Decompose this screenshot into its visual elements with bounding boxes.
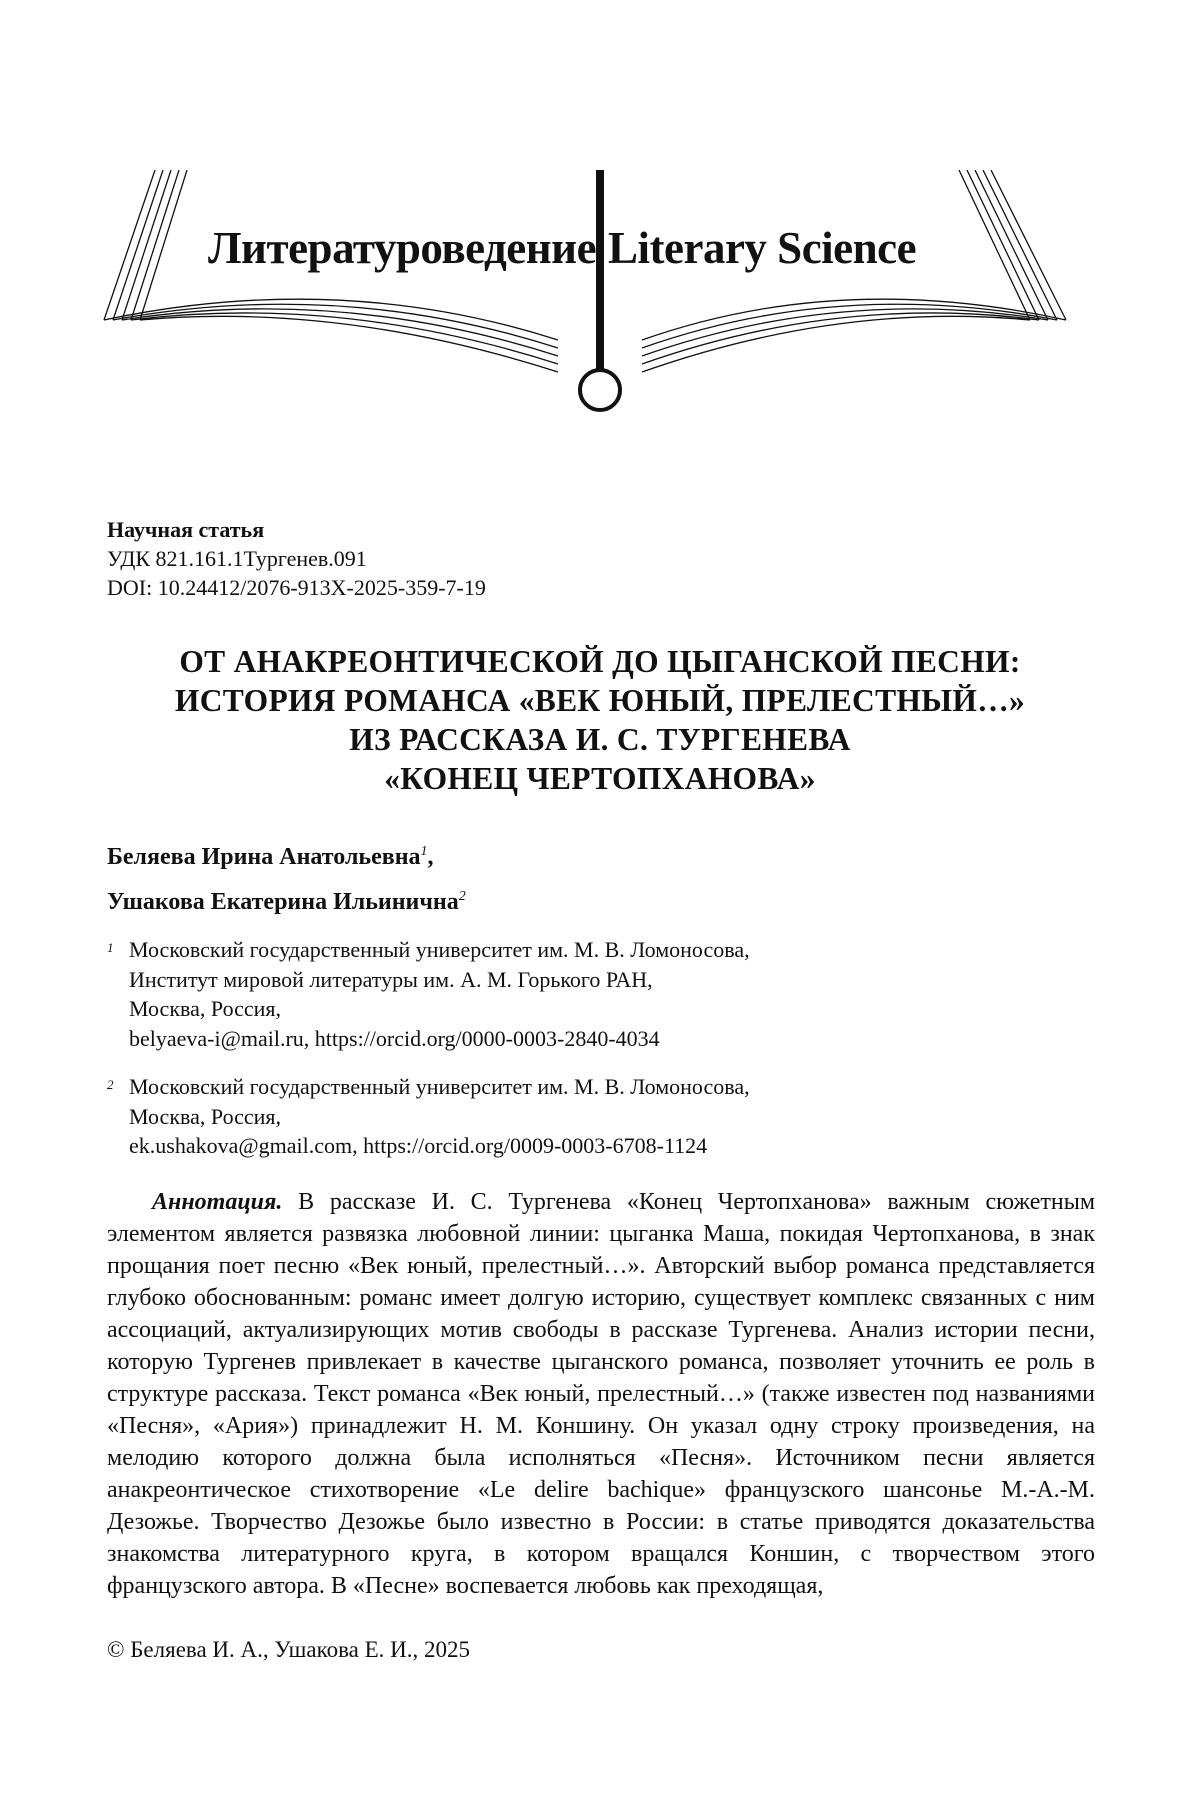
title-line: «КОНЕЦ ЧЕРТОПХАНОВА» — [100, 759, 1100, 798]
affiliation-line: Москва, Россия, — [129, 1102, 750, 1132]
section-title-ru: Литературоведение — [208, 222, 596, 274]
affiliation-line: Московский государственный университет им. М. В. Ломоносова, — [129, 1072, 750, 1102]
author-list — [107, 832, 466, 922]
author — [107, 832, 466, 877]
abstract-label: Аннотация. — [152, 1189, 282, 1215]
abstract-text: В рассказе И. С. Тургенева «Конец Чертопханова» важным сю­жетным элементом является развязка любовной линии: цыганка Маша, покидая Чертопханова, в знак прощания поет песню «Век юный, прелестный…». Авторский выбор романса представляется глубоко обоснованным: романс имеет долгую исто­рию, существует комплекс связанных с ним ассоциаций, актуализирующих мотив свободы в рассказе Тургенева. Анализ истории песни, которую Тургенев привлекает в качестве цыганского романса, позволяет уточнить ее роль в структуре рассказа. Текст романса «Век юный, прелестный…» (также известен под названиями «Пес­ня», «Ария») принадлежит Н. М. Коншину. Он указал одну строку произведения, на мелодию которого должна была исполняться «Песня». Источником песни яв­ляется анакреонтическое стихотворение «Le delire bachique» французского шансонье М.-А.-М. Дезожье. Творчество Дезожье было известно в России: в статье приводятся доказательства знакомства литературного круга, в котором вращался Коншин, с твор­чеством этого французского автора. В «Песне» воспевается любовь как преходящая, — [107, 1189, 1095, 1599]
affiliation-line: Институт мировой литературы им. А. М. Горького РАН, — [129, 965, 750, 995]
affiliation-number: 1 — [107, 933, 114, 963]
author-ref: 2 — [459, 889, 466, 904]
abstract — [107, 1186, 1095, 1602]
author-suffix: , — [428, 844, 434, 870]
author-name: Беляева Ирина Анатольевна — [107, 844, 421, 870]
affiliation-line: Москва, Россия, — [129, 994, 750, 1024]
title-line: ИЗ РАССКАЗА И. С. ТУРГЕНЕВА — [100, 720, 1100, 759]
article-type: Научная статья — [107, 515, 486, 544]
section-title-en: Literary Science — [608, 222, 916, 274]
doi: DOI: 10.24412/2076-913X-2025-359-7-19 — [107, 573, 486, 602]
article-title — [100, 642, 1100, 798]
copyright-notice: © Беляева И. А., Ушакова Е. И., 2025 — [107, 1637, 470, 1663]
affiliation-number: 2 — [107, 1070, 114, 1100]
affiliation — [107, 935, 750, 1053]
title-line: ИСТОРИЯ РОМАНСА «ВЕК ЮНЫЙ, ПРЕЛЕСТНЫЙ…» — [100, 681, 1100, 720]
affiliation-contact: ek.ushakova@gmail.com, https://orcid.org/0009-0003-6708-1124 — [129, 1131, 750, 1161]
article-meta — [107, 515, 486, 602]
book-emblem-icon — [100, 170, 1100, 420]
affiliation — [107, 1072, 750, 1161]
title-line: ОТ АНАКРЕОНТИЧЕСКОЙ ДО ЦЫГАНСКОЙ ПЕСНИ: — [100, 642, 1100, 681]
affiliation-line: Московский государственный университет им. М. В. Ломоносова, — [129, 935, 750, 965]
affiliation-contact: belyaeva-i@mail.ru, https://orcid.org/0000-0003-2840-4034 — [129, 1024, 750, 1054]
author-name: Ушакова Екатерина Ильинична — [107, 889, 459, 915]
author-ref: 1 — [421, 844, 428, 859]
udc-code: УДК 821.161.1Тургенев.091 — [107, 544, 486, 573]
author — [107, 877, 466, 922]
